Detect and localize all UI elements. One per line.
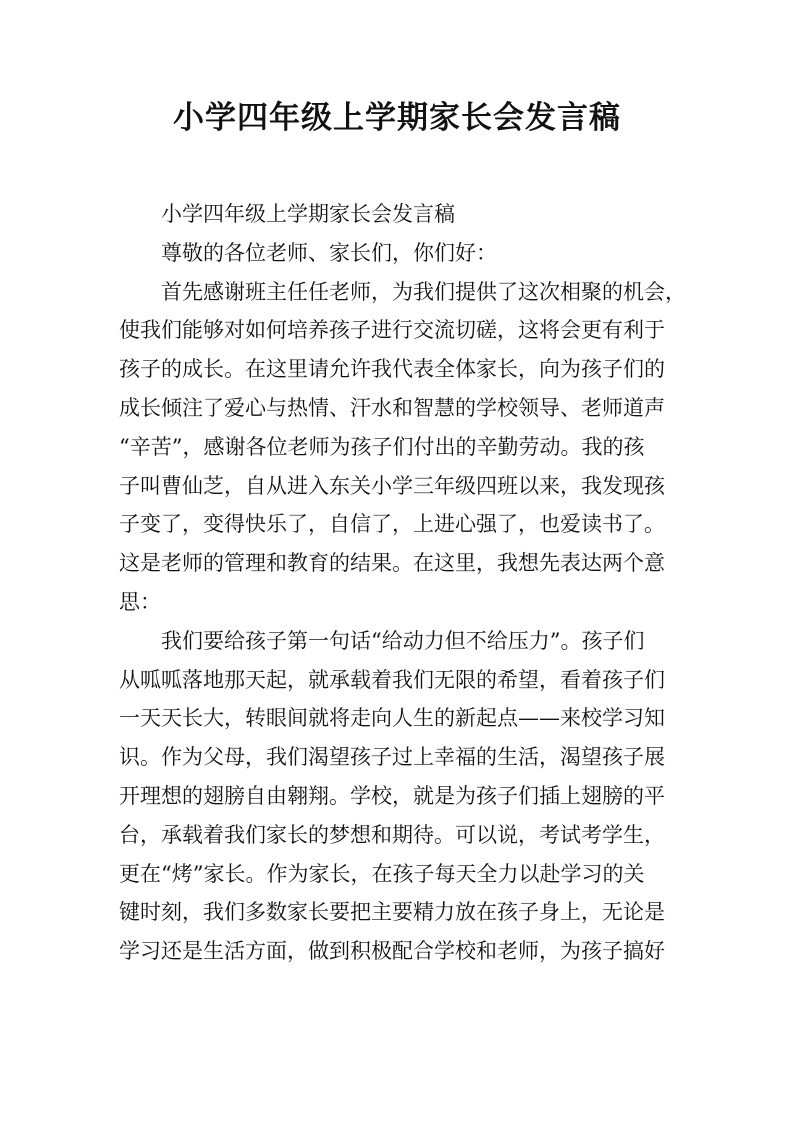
body-line: 孩子的成长。在这里请允许我代表全体家长，向为孩子们的 (119, 357, 665, 382)
document-title: 小学四年级上学期家长会发言稿 (173, 100, 621, 136)
body-line: 开理想的翅膀自由翱翔。学校，就是为孩子们插上翅膀的平 (119, 783, 665, 808)
body-line: 首先感谢班主任任老师，为我们提供了这次相聚的机会， (161, 279, 686, 304)
body-line: 学习还是生活方面，做到积极配合学校和老师，为孩子搞好 (119, 939, 665, 964)
body-line: 成长倾注了爱心与热情、汗水和智慧的学校领导、老师道声 (119, 395, 665, 420)
body-line: 一天天长大，转眼间就将走向人生的新起点——来校学习知 (119, 706, 665, 731)
body-line: 小学四年级上学期家长会发言稿 (161, 202, 455, 226)
body-line: “辛苦”，感谢各位老师为孩子们付出的辛勤劳动。我的孩 (119, 434, 645, 459)
body-line: 台，承载着我们家长的梦想和期待。可以说，考试考学生， (119, 822, 665, 847)
body-line: 子叫曹仙芝，自从进入东关小学三年级四班以来，我发现孩 (119, 473, 665, 498)
body-line: 子变了，变得快乐了，自信了，上进心强了，也爱读书了。 (119, 512, 665, 537)
body-line: 使我们能够对如何培养孩子进行交流切磋，这将会更有利于 (119, 318, 665, 343)
body-line: 我们要给孩子第一句话“给动力但不给压力”。孩子们 (161, 628, 645, 653)
document-body (119, 195, 689, 971)
body-line: 键时刻，我们多数家长要把主要精力放在孩子身上，无论是 (119, 900, 665, 925)
body-line: 这是老师的管理和教育的结果。在这里，我想先表达两个意 (119, 551, 665, 576)
body-line: 思： (119, 589, 161, 614)
body-line: 更在“烤”家长。作为家长，在孩子每天全力以赴学习的关 (119, 861, 645, 886)
body-line: 识。作为父母，我们渴望孩子过上幸福的生活，渴望孩子展 (119, 745, 665, 770)
body-line: 尊敬的各位老师、家长们，你们好： (161, 240, 497, 265)
body-line: 从呱呱落地那天起，就承载着我们无限的希望，看着孩子们 (119, 667, 665, 692)
